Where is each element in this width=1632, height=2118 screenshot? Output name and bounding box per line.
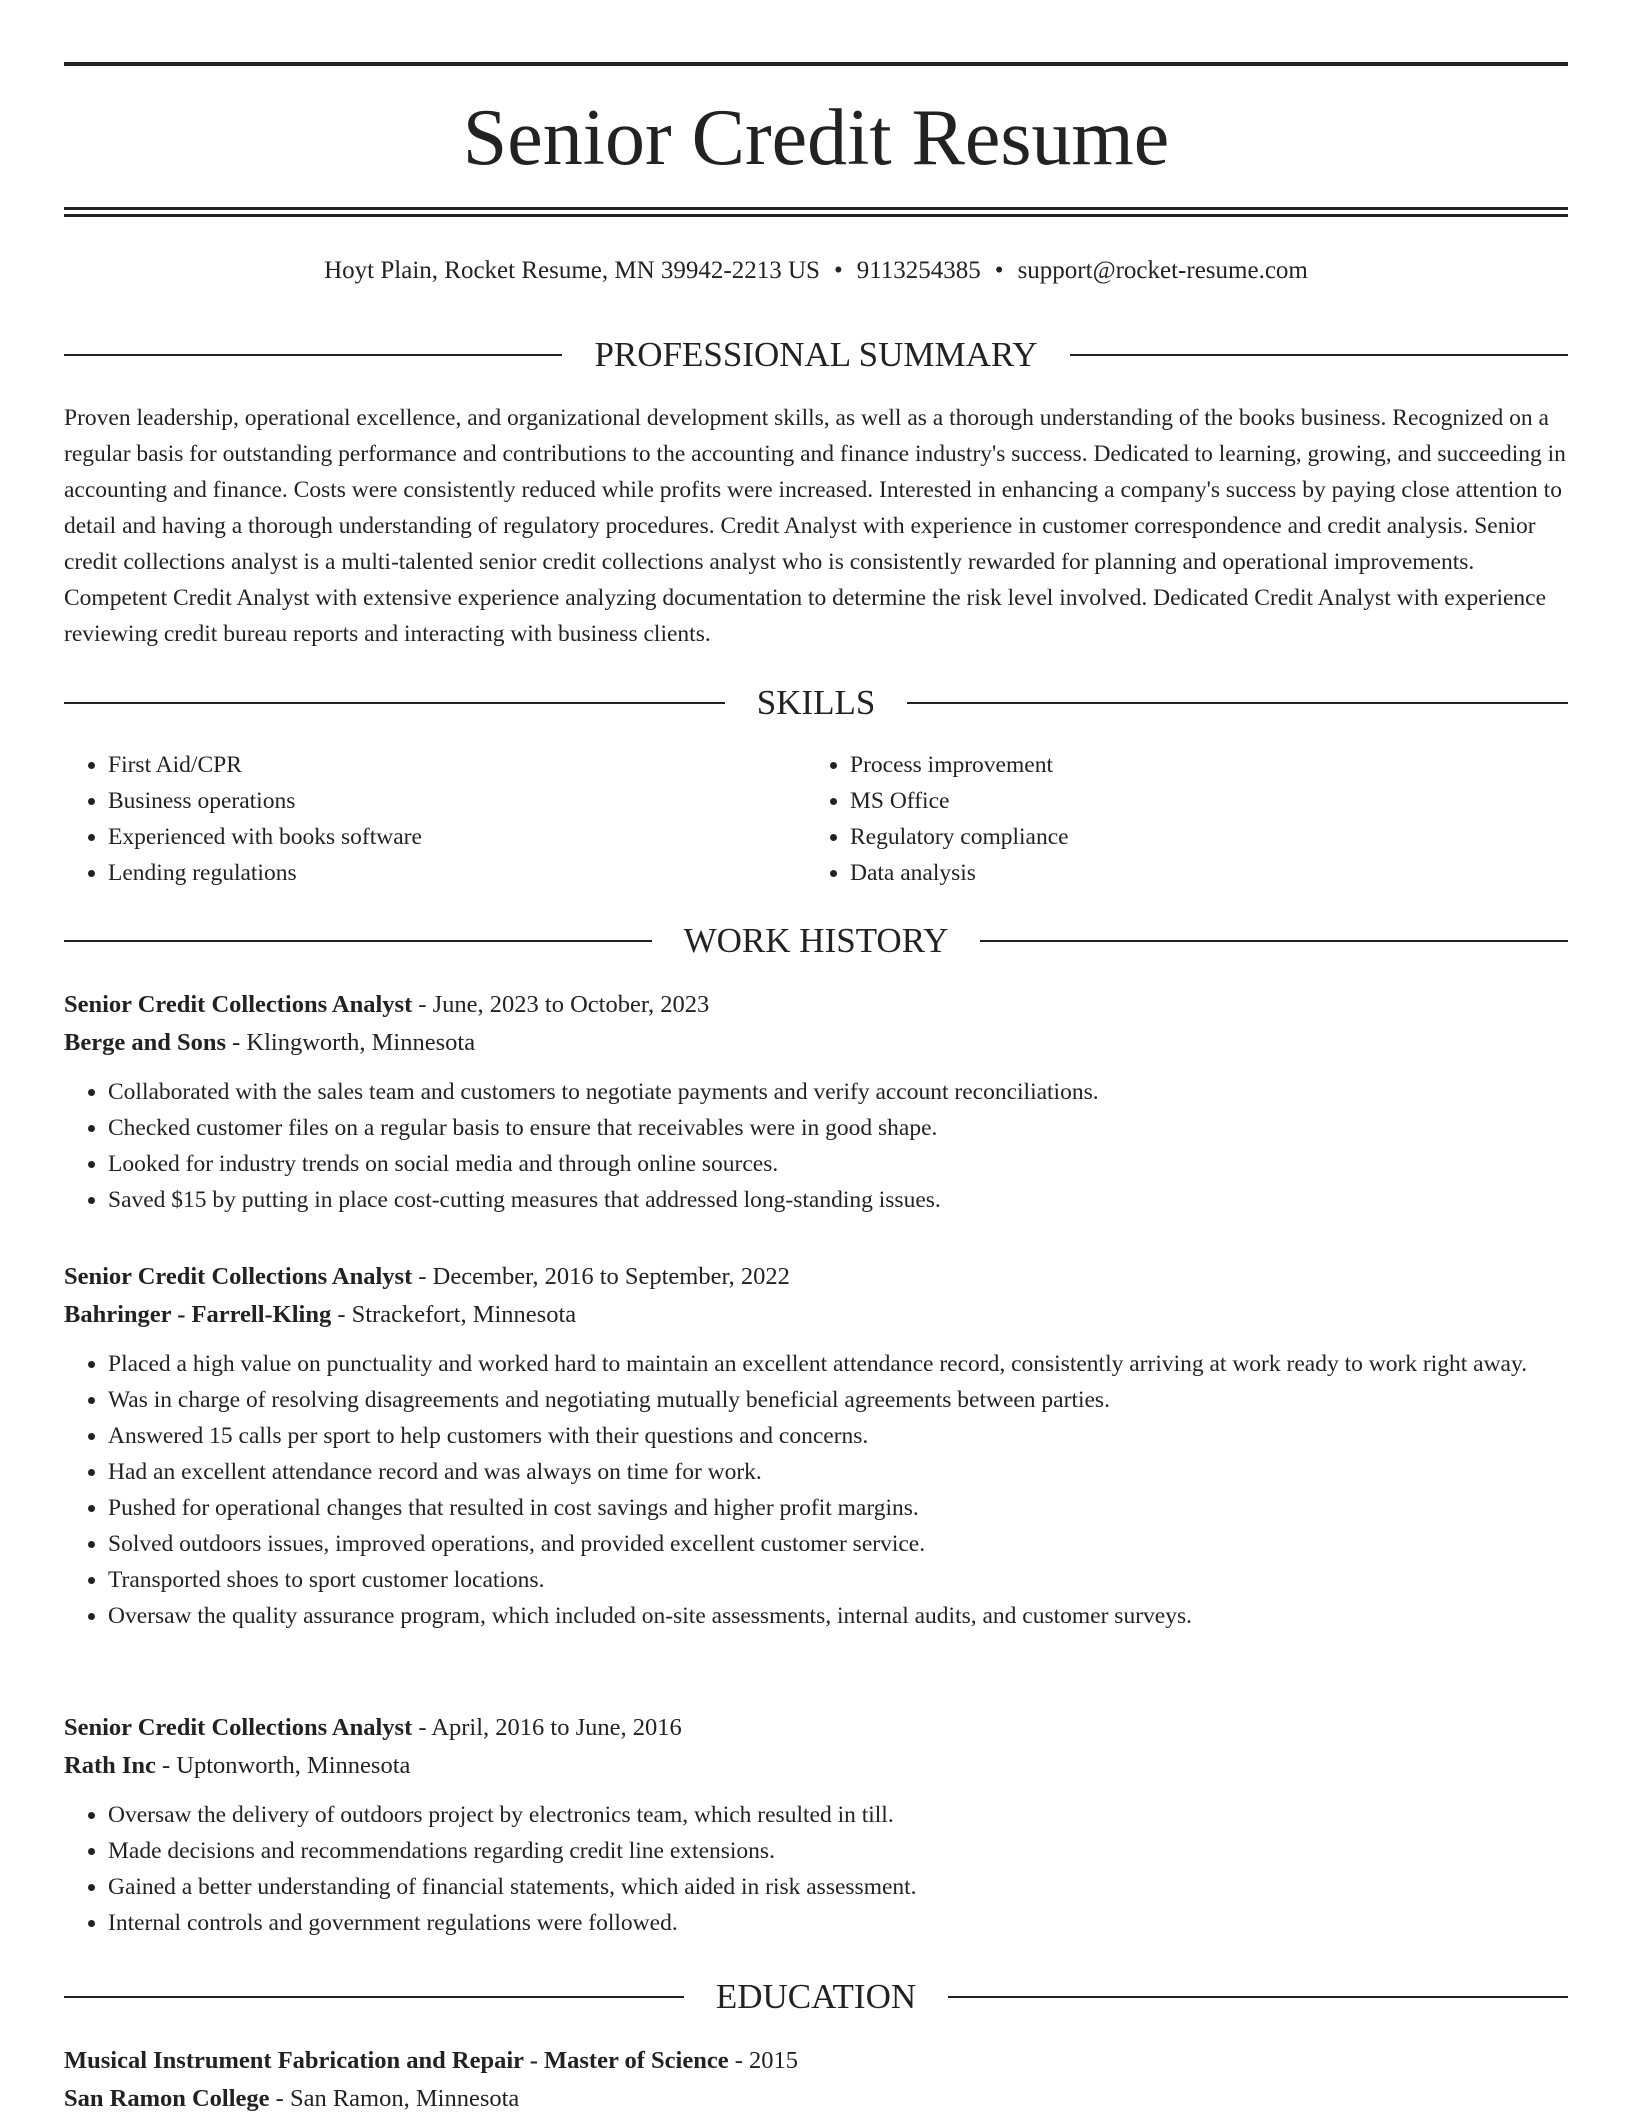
job-title-line bbox=[64, 986, 1568, 1024]
heading-rule bbox=[980, 940, 1568, 942]
education-year: - 2015 bbox=[728, 2047, 799, 2074]
education-degree-line bbox=[64, 2042, 1568, 2080]
skills-heading bbox=[64, 681, 1568, 725]
skill-item: • MS Office bbox=[850, 783, 1548, 819]
skill-item: • Process improvement bbox=[850, 747, 1548, 783]
job-entry bbox=[64, 1709, 1568, 1941]
job-dates: - June, 2023 to October, 2023 bbox=[412, 991, 710, 1018]
job-bullet: • Answered 15 calls per sport to help customers with their questions and concerns. bbox=[108, 1418, 1568, 1454]
skills-list bbox=[64, 747, 1568, 891]
heading-rule bbox=[64, 1996, 684, 1998]
job-bullet: • Was in charge of resolving disagreements and negotiating mutually beneficial agreements between parties. bbox=[108, 1382, 1568, 1418]
job-company: Berge and Sons bbox=[64, 1029, 227, 1056]
education-school: San Ramon College bbox=[64, 2085, 270, 2112]
education-school-line bbox=[64, 2080, 1568, 2118]
skill-item: • Business operations bbox=[108, 783, 806, 819]
contact-address: Hoyt Plain, Rocket Resume, MN 39942-2213 US bbox=[324, 257, 820, 284]
job-bullet: • Collaborated with the sales team and customers to negotiate payments and verify account reconciliations. bbox=[108, 1074, 1568, 1110]
skills-column-right bbox=[806, 747, 1548, 891]
job-bullets bbox=[64, 1074, 1568, 1218]
job-bullet: • Looked for industry trends on social media and through online sources. bbox=[108, 1146, 1568, 1182]
resume-title: Senior Credit Resume bbox=[462, 94, 1170, 182]
skill-item: • Lending regulations bbox=[108, 855, 806, 891]
summary-text: Proven leadership, operational excellence, and organizational development skills, as well as a thorough understanding of the books business. Recognized on a regular basis for outstanding performance and contributions to the accounting and finance industry's success. Dedicated to learning, growing, and succeeding in accounting and finance. Costs were consistently reduced while profits were increased. Interested in enhancing a company's success by paying close attention to detail and having a thorough understanding of regulatory procedures. Credit Analyst with experience in customer correspondence and credit analysis. Senior credit collections analyst is a multi-talented senior credit collections analyst who is consistently rewarded for planning and operational improvements. Competent Credit Analyst with extensive experience analyzing documentation to determine the risk level involved. Dedicated Credit Analyst with experience reviewing credit bureau reports and interacting with business clients. bbox=[64, 405, 1566, 647]
skill-item: • First Aid/CPR bbox=[108, 747, 806, 783]
heading-rule bbox=[64, 702, 725, 704]
job-title: Senior Credit Collections Analyst bbox=[64, 1263, 413, 1290]
summary-heading bbox=[64, 333, 1568, 377]
job-bullets bbox=[64, 1797, 1568, 1941]
job-bullet: • Transported shoes to sport customer locations. bbox=[108, 1562, 1568, 1598]
contact-separator: • bbox=[833, 257, 843, 284]
skill-item: • Experienced with books software bbox=[108, 819, 806, 855]
job-entry bbox=[64, 1258, 1568, 1634]
job-bullet: • Made decisions and recommendations regarding credit line extensions. bbox=[108, 1833, 1568, 1869]
skills-heading-text: SKILLS bbox=[756, 683, 876, 722]
heading-rule bbox=[64, 940, 652, 942]
education-entry bbox=[64, 2042, 1568, 2118]
job-location: - Uptonworth, Minnesota bbox=[155, 1752, 411, 1779]
job-bullet: • Solved outdoors issues, improved operations, and provided excellent customer service. bbox=[108, 1526, 1568, 1562]
skill-item: • Regulatory compliance bbox=[850, 819, 1548, 855]
contact-email[interactable]: support@rocket-resume.com bbox=[1017, 257, 1308, 284]
education-location: - San Ramon, Minnesota bbox=[269, 2085, 520, 2112]
skill-item: • Data analysis bbox=[850, 855, 1548, 891]
job-company-line bbox=[64, 1296, 1568, 1334]
contact-phone[interactable]: 9113254385 bbox=[856, 257, 981, 284]
job-bullets bbox=[64, 1346, 1568, 1634]
job-title-line bbox=[64, 1258, 1568, 1296]
job-company: Rath Inc bbox=[64, 1752, 156, 1779]
job-bullet: • Had an excellent attendance record and was always on time for work. bbox=[108, 1454, 1568, 1490]
job-location: - Klingworth, Minnesota bbox=[226, 1029, 476, 1056]
job-bullet: • Oversaw the delivery of outdoors project by electronics team, which resulted in till. bbox=[108, 1797, 1568, 1833]
work-history-heading bbox=[64, 919, 1568, 963]
job-bullet: • Placed a high value on punctuality and worked hard to maintain an excellent attendance record, consistently arriving at work ready to work right away. bbox=[108, 1346, 1568, 1382]
job-dates: - April, 2016 to June, 2016 bbox=[412, 1714, 682, 1741]
job-bullet: • Gained a better understanding of financial statements, which aided in risk assessment. bbox=[108, 1869, 1568, 1905]
education-heading-text: EDUCATION bbox=[715, 1977, 917, 2016]
work-history-heading-text: WORK HISTORY bbox=[683, 921, 949, 960]
education-heading bbox=[64, 1975, 1568, 2019]
heading-rule bbox=[1070, 354, 1568, 356]
contact-line bbox=[64, 254, 1568, 288]
skills-column-left bbox=[64, 747, 806, 891]
job-title-line bbox=[64, 1709, 1568, 1747]
heading-rule bbox=[64, 354, 562, 356]
summary-heading-text: PROFESSIONAL SUMMARY bbox=[594, 335, 1038, 374]
job-bullet: • Pushed for operational changes that resulted in cost savings and higher profit margins. bbox=[108, 1490, 1568, 1526]
top-rule bbox=[64, 62, 1568, 66]
job-company: Bahringer - Farrell-Kling bbox=[64, 1301, 332, 1328]
heading-rule bbox=[948, 1996, 1568, 1998]
job-company-line bbox=[64, 1747, 1568, 1785]
job-bullet: • Oversaw the quality assurance program, which included on-site assessments, internal audits, and customer surveys. bbox=[108, 1598, 1568, 1634]
contact-separator: • bbox=[994, 257, 1004, 284]
heading-rule bbox=[907, 702, 1568, 704]
job-bullet: • Checked customer files on a regular basis to ensure that receivables were in good shape. bbox=[108, 1110, 1568, 1146]
job-dates: - December, 2016 to September, 2022 bbox=[412, 1263, 790, 1290]
job-company-line bbox=[64, 1024, 1568, 1062]
job-bullet: • Saved $15 by putting in place cost-cutting measures that addressed long-standing issues. bbox=[108, 1182, 1568, 1218]
job-title: Senior Credit Collections Analyst bbox=[64, 991, 413, 1018]
job-bullet: • Internal controls and government regulations were followed. bbox=[108, 1905, 1568, 1941]
job-location: - Strackefort, Minnesota bbox=[331, 1301, 577, 1328]
title-double-rule bbox=[64, 207, 1568, 217]
job-title: Senior Credit Collections Analyst bbox=[64, 1714, 413, 1741]
education-degree: Musical Instrument Fabrication and Repair - Master of Science bbox=[64, 2047, 729, 2074]
job-entry bbox=[64, 986, 1568, 1218]
